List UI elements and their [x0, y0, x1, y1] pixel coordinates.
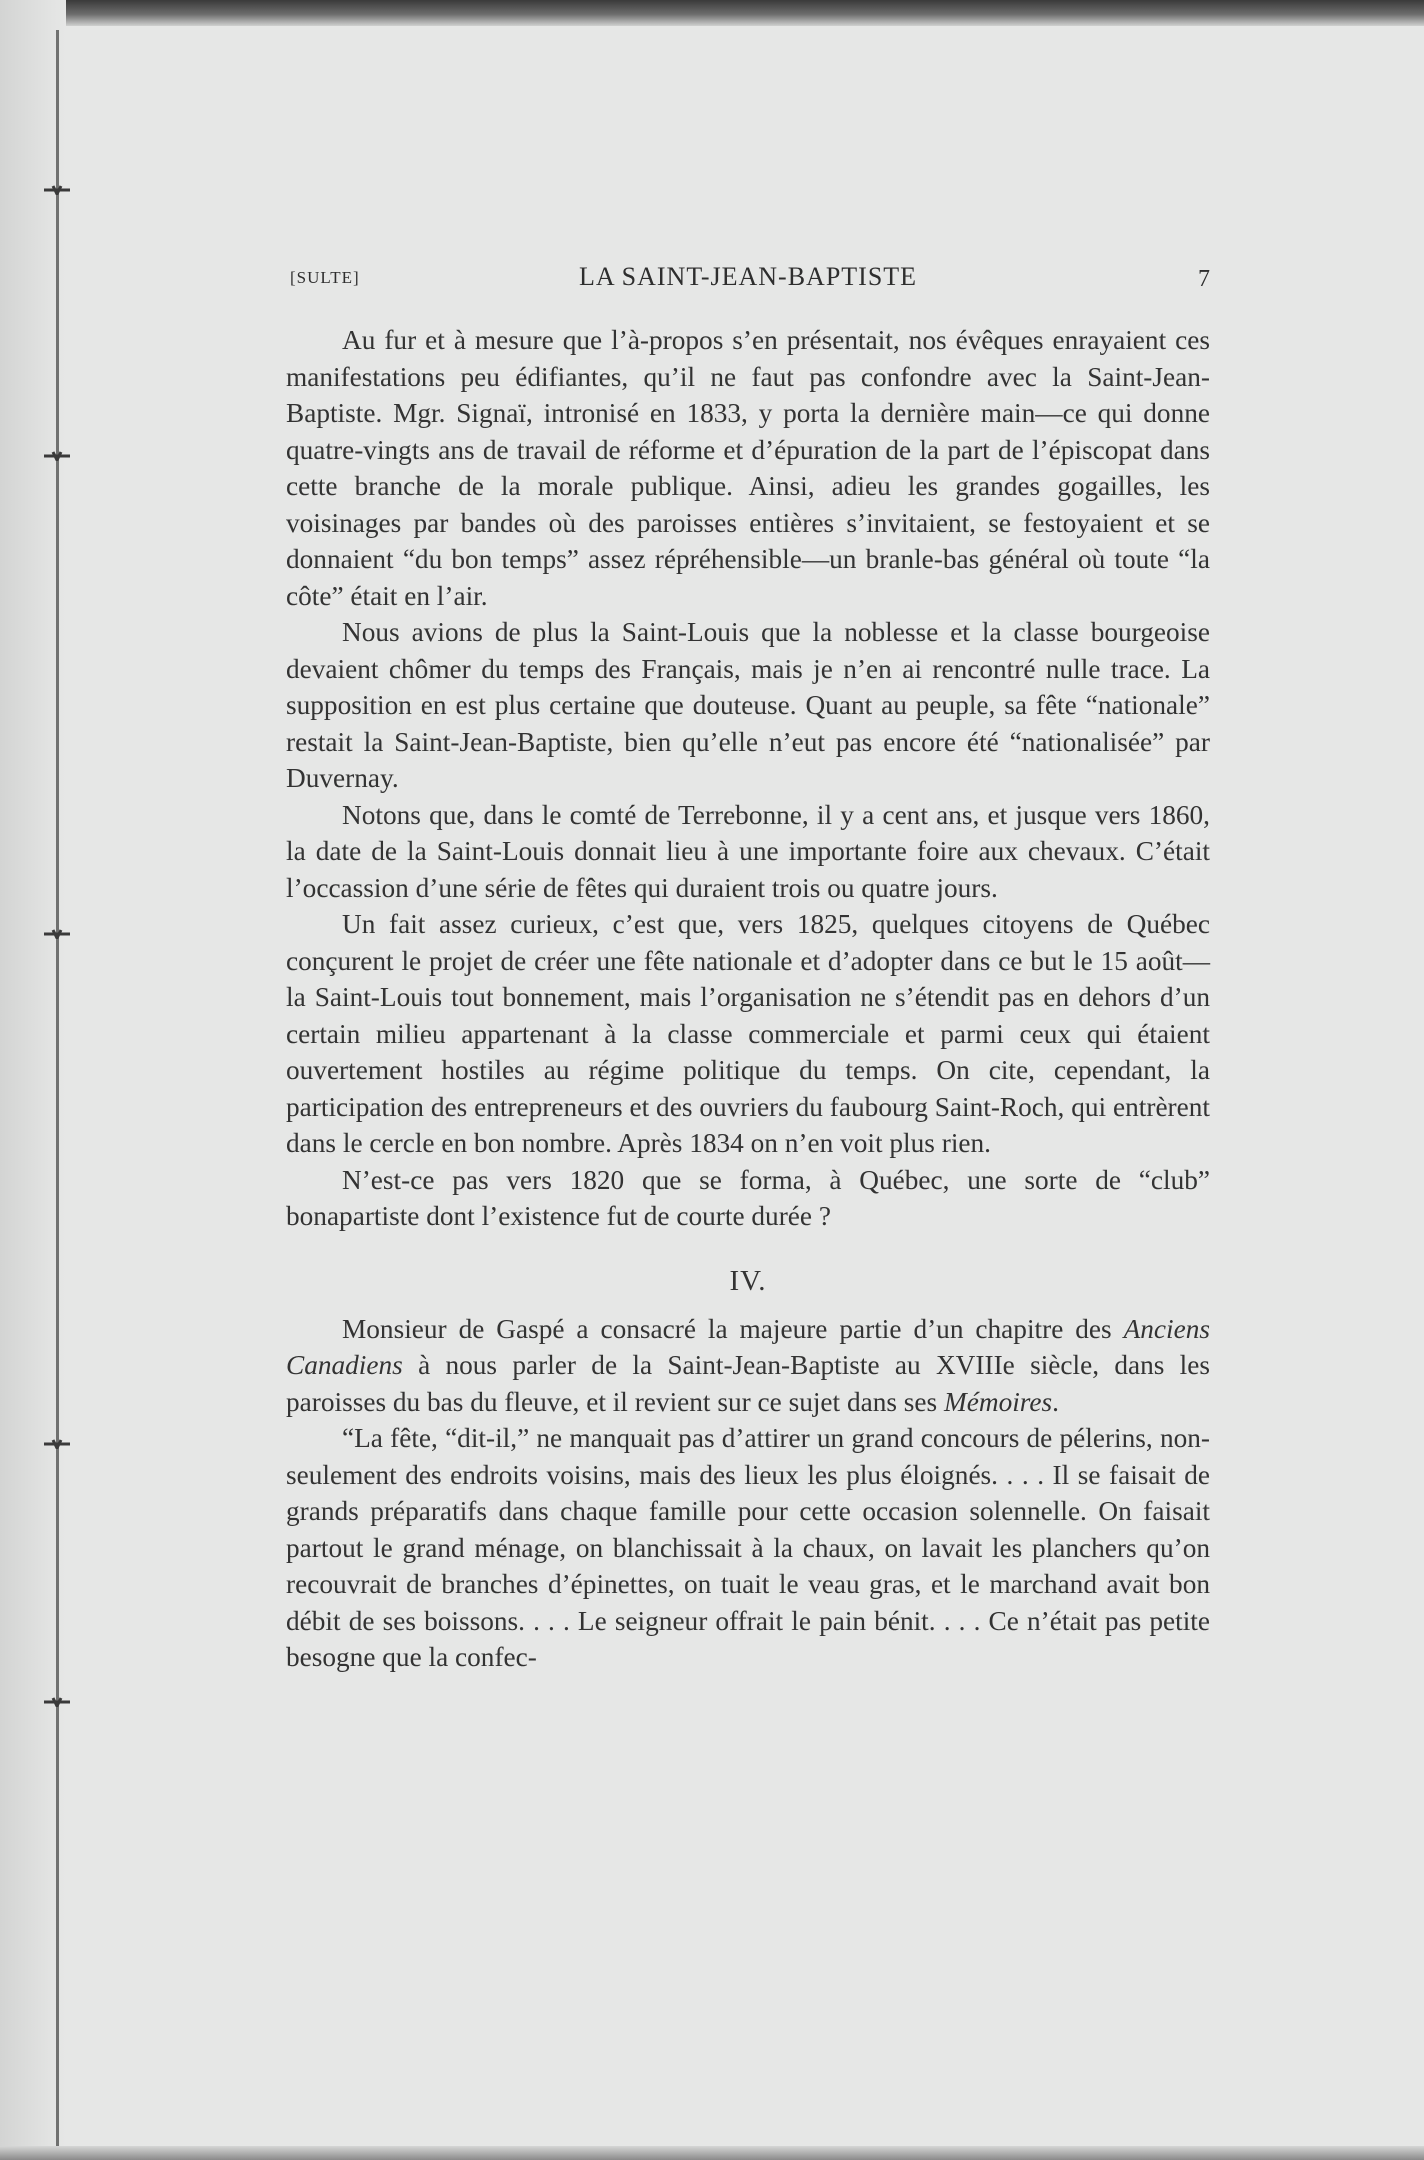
binding-stitch-mark — [44, 926, 70, 936]
running-head-title: LA SAINT-JEAN-BAPTISTE — [578, 262, 918, 291]
binding-stitch-mark — [44, 448, 70, 458]
scan-top-edge — [0, 0, 1424, 26]
binding-line — [56, 30, 59, 2150]
running-head-author: [SULTE] — [290, 268, 360, 287]
paragraph: Notons que, dans le comté de Terrebonne, il y a cent ans, et jusque vers 1860, la date de la Saint-Louis donnait lieu à une importante foire aux chevaux. C’était l’occassion d’une série de fêtes qui duraient trois ou quatre jours. — [286, 799, 1210, 903]
book-title-italic: Anciens Canadiens — [286, 1313, 1210, 1380]
binding-stitch-mark — [44, 1436, 70, 1446]
running-head — [286, 262, 1210, 302]
paragraph: Nous avions de plus la Saint-Louis que la noblesse et la classe bourgeoise devaient chômer du temps des Français, mais je n’en ai rencontré nulle trace. La supposition en est plus certaine que douteuse. Quant au peuple, sa fête “nationale” restait la Saint-Jean-Baptiste, bien qu’elle n’eut pas encore été “nationalisée” par Duvernay. — [286, 617, 1210, 793]
scan-bottom-edge — [0, 2146, 1424, 2160]
paragraph: N’est-ce pas vers 1820 que se forma, à Québec, une sorte de “club” bonapartiste dont l’existence fut de courte durée ? — [286, 1164, 1210, 1231]
paragraph — [286, 1311, 1210, 1421]
paragraph-text: Monsieur de Gaspé a consacré la majeure partie d’un chapitre des — [342, 1313, 1124, 1344]
page-number: 7 — [1198, 266, 1210, 292]
body-text — [286, 322, 1210, 1676]
paragraph-text: à nous parler de la Saint-Jean-Baptiste au XVIIIe siècle, dans les paroisses du bas du fleuve, et il revient sur ce sujet dans ses — [286, 1350, 1210, 1417]
binding-stitch-mark — [44, 182, 70, 192]
paragraph: Au fur et à mesure que l’à-propos s’en présentait, nos évêques enrayaient ces manifestations peu édifiantes, qu’il ne faut pas confondre avec la Saint-Jean-Baptiste. Mgr. Signaï, intronisé en 1833, y porta la dernière main—ce qui donne quatre-vingts ans de travail de réforme et d’épuration de la part de l’épiscopat dans cette branche de la morale publique. Ainsi, adieu les grandes gogailles, les voisinages par bandes où des paroisses entières s’invitaient, se festoyaient et se donnaient “du bon temps” assez répréhensible—un branle-bas général où toute “la côte” était en l’air. — [286, 325, 1210, 611]
paragraph: Un fait assez curieux, c’est que, vers 1825, quelques citoyens de Québec conçurent le projet de créer une fête nationale et d’adopter dans ce but le 15 août—la Saint-Louis tout bonnement, mais l’organisation ne s’étendit pas en dehors d’un certain milieu appartenant à la classe commerciale et parmi ceux qui étaient ouvertement hostiles au régime politique du temps. On cite, cependant, la participation des entrepreneurs et des ouvriers du faubourg Saint-Roch, qui entrèrent dans le cercle en bon nombre. Après 1834 on n’en voit plus rien. — [286, 909, 1210, 1158]
binding-stitch-mark — [44, 1694, 70, 1704]
section-heading: IV. — [729, 1264, 767, 1297]
paragraph-text: . — [1052, 1386, 1059, 1417]
paragraph: “La fête, “dit-il,” ne manquait pas d’attirer un grand concours de pélerins, non-seulement des endroits voisins, mais des lieux les plus éloignés. . . . Il se faisait de grands préparatifs dans chaque famille pour cette occasion solennelle. On faisait partout le grand ménage, on blanchissait à la chaux, on lavait les planchers qu’on recouvrait de branches d’épinettes, on tuait le veau gras, et le marchand avait bon débit de ses boissons. . . . Le seigneur offrait le pain bénit. . . . Ce n’était pas petite besogne que la confec- — [286, 1423, 1210, 1672]
book-title-italic: Mémoires — [944, 1386, 1053, 1417]
